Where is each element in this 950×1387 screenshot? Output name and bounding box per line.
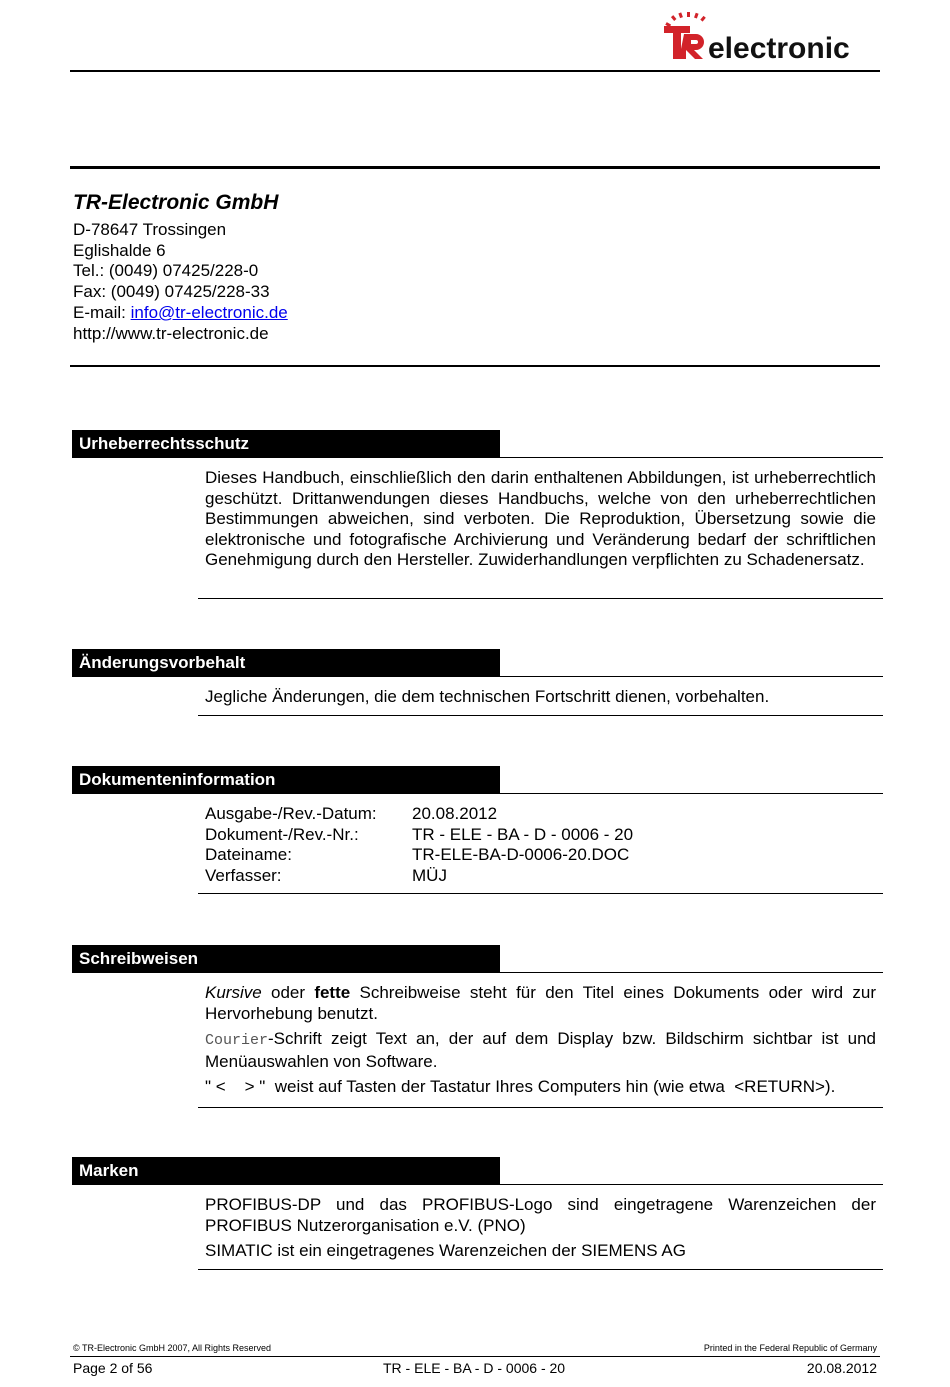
- company-name: TR-Electronic GmbH: [73, 191, 279, 214]
- section-header-docinfo: Dokumenteninformation: [72, 766, 500, 794]
- section-header-line: [500, 676, 883, 677]
- header-rule: [70, 70, 880, 72]
- docinfo-label: Ausgabe-/Rev.-Datum:: [205, 804, 377, 823]
- section-header-line: [500, 972, 883, 973]
- docinfo-row: [205, 845, 633, 866]
- section-header-changes: Änderungsvorbehalt: [72, 649, 500, 677]
- footer-printed: Printed in the Federal Republic of Germany: [703, 1343, 877, 1353]
- changes-paragraph: Jegliche Änderungen, die dem technischen Fortschritt dienen, vorbehalten.: [205, 687, 770, 706]
- notation-text: [205, 983, 876, 1098]
- docinfo-row: [205, 804, 633, 825]
- bold-example: fette: [314, 983, 351, 1002]
- trademarks-text: [205, 1195, 876, 1262]
- email-link[interactable]: info@tr-electronic.de: [130, 302, 288, 322]
- email-line: [73, 303, 288, 324]
- notation-connector: oder: [261, 983, 315, 1002]
- notation-rest: Schreibweise steht für den Titel eines Dokuments oder wird zur Hervorhebung benutzt.: [205, 983, 876, 1023]
- docinfo-value: 20.08.2012: [412, 804, 498, 823]
- section-bottom-rule: [198, 893, 883, 894]
- docinfo-row: [205, 825, 633, 846]
- trademarks-paragraph-1: PROFIBUS-DP und das PROFIBUS-Logo sind eingetragene Warenzeichen der PROFIBUS Nutzerorganisation e.V. (PNO): [205, 1195, 876, 1235]
- notation-paragraph-2: [205, 1029, 876, 1072]
- email-label: E-mail:: [73, 302, 131, 322]
- section-header-line: [500, 457, 883, 458]
- section-bottom-rule: [198, 1107, 883, 1108]
- section-bottom-rule: [198, 598, 883, 599]
- address-line: D-78647 Trossingen: [73, 220, 227, 239]
- docinfo-label: Dokument-/Rev.-Nr.:: [205, 824, 359, 844]
- website: http://www.tr-electronic.de: [73, 323, 269, 343]
- section-bottom-rule: [198, 1269, 883, 1270]
- company-top-rule: [70, 166, 880, 169]
- docinfo-value: TR-ELE-BA-D-0006-20.DOC: [412, 845, 630, 864]
- footer-copyright: © TR-Electronic GmbH 2007, All Rights Reserved: [73, 1343, 272, 1353]
- company-address: [73, 220, 288, 344]
- notation-rest: -Schrift zeigt Text an, der auf dem Display bzw. Bildschirm sichtbar ist und Menüauswahlen von Software.: [205, 1029, 876, 1071]
- address-line: Eglishalde 6: [73, 240, 166, 260]
- section-header-line: [500, 1184, 883, 1185]
- trademarks-paragraph-2: SIMATIC ist ein eingetragenes Warenzeichen der SIEMENS AG: [205, 1241, 686, 1260]
- docinfo-label: Dateiname:: [205, 845, 292, 864]
- address-line: Tel.: (0049) 07425/228-0: [73, 261, 259, 281]
- italic-example: Kursive: [205, 983, 262, 1002]
- footer-doc-number: TR - ELE - BA - D - 0006 - 20: [383, 1360, 566, 1376]
- docinfo-value: TR - ELE - BA - D - 0006 - 20: [412, 824, 634, 844]
- section-header-notation: Schreibweisen: [72, 945, 500, 973]
- logo-wordmark: electronic: [708, 32, 850, 64]
- footer-page-number: Page 2 of 56: [73, 1360, 153, 1376]
- changes-text: [205, 687, 876, 708]
- courier-example: Courier: [205, 1032, 269, 1049]
- company-bottom-rule: [70, 365, 880, 367]
- notation-paragraph-3: " < > " weist auf Tasten der Tastatur Ihres Computers hin (wie etwa <RETURN>).: [205, 1077, 836, 1096]
- docinfo-table: [205, 804, 633, 886]
- section-header-trademarks: Marken: [72, 1157, 500, 1185]
- docinfo-value: MÜJ: [412, 865, 447, 885]
- docinfo-row: [205, 866, 633, 887]
- tr-electronic-logo: [660, 12, 880, 64]
- section-bottom-rule: [198, 715, 883, 716]
- address-line: Fax: (0049) 07425/228-33: [73, 282, 270, 302]
- copyright-paragraph: Dieses Handbuch, einschließlich den darin enthaltenen Abbildungen, ist urheberrechtlich geschützt. Drittanwendungen dieses Handbuchs, welche von den urheberrechtlichen Bestimmungen abweichen, sind verboten. Die Reproduktion, Übersetzung sowie die elektronische und fotografische Archivierung und Veränderung bedarf der schriftlichen Genehmigung durch den Hersteller. Zuwiderhandlungen verpflichten zu Schadenersatz.: [205, 468, 876, 569]
- section-header-line: [500, 793, 883, 794]
- footer-rule: [70, 1356, 880, 1357]
- copyright-text: [205, 468, 876, 571]
- docinfo-label: Verfasser:: [205, 865, 282, 885]
- footer-date: 20.08.2012: [806, 1360, 877, 1376]
- section-header-copyright: Urheberrechtsschutz: [72, 430, 500, 458]
- notation-paragraph-1: [205, 983, 876, 1024]
